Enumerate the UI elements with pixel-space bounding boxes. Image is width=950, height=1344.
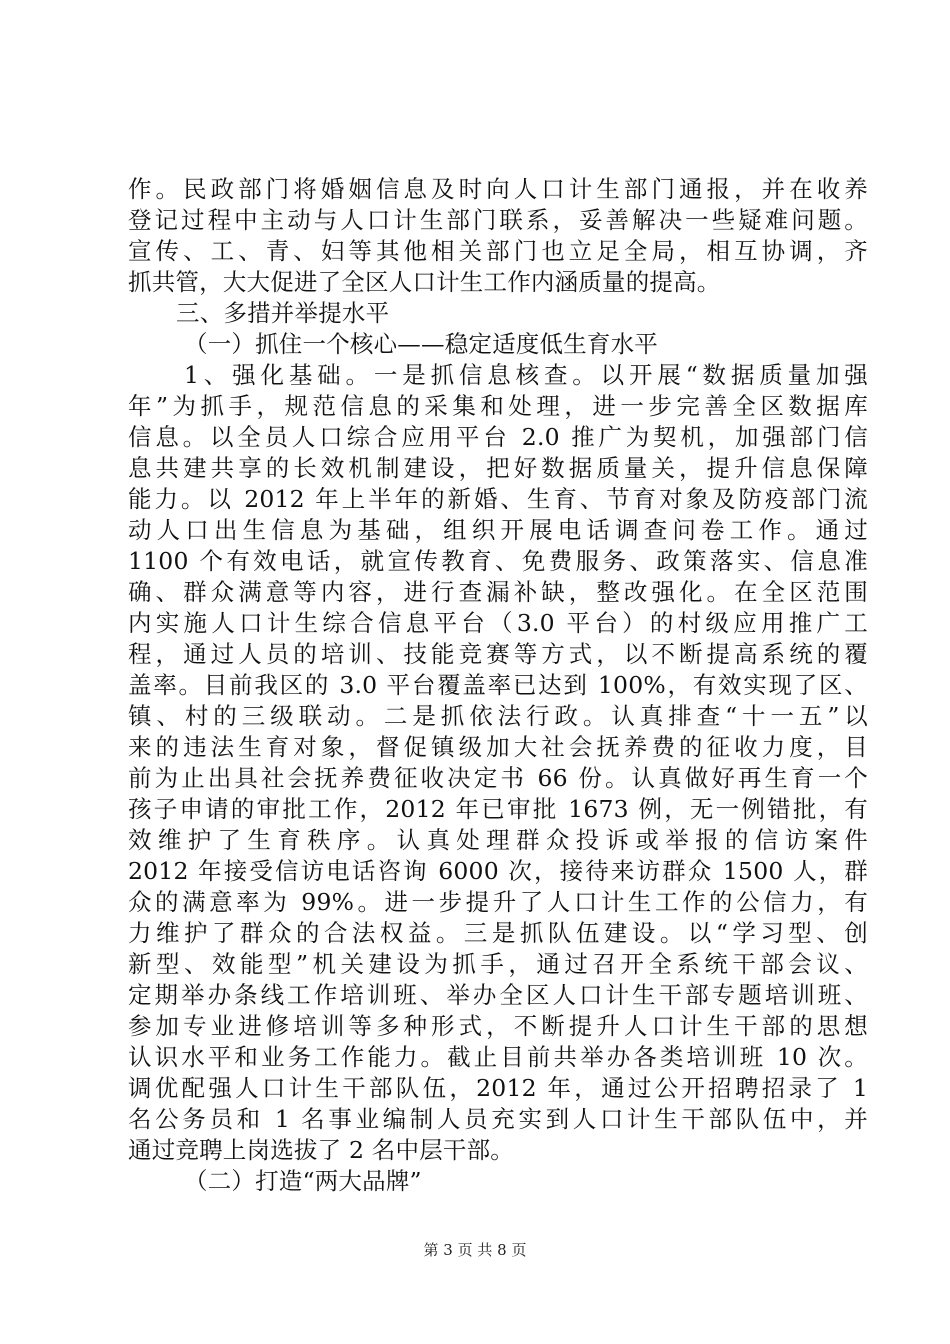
text-line: 登记过程中主动与人口计生部门联系，妥善解决一些疑难问题。 [128,206,868,234]
subsection-heading: （一）抓住一个核心——稳定适度低生育水平 [184,330,658,358]
text-line: 息共建共享的长效机制建设，把好数据质量关，提升信息保障 [128,454,868,482]
text-line: 参加专业进修培训等多种形式，不断提升人口计生干部的思想 [128,1012,868,1040]
page-number: 第 3 页 共 8 页 [423,1241,527,1259]
text-line: 宣传、工、青、妇等其他相关部门也立足全局，相互协调，齐 [128,237,868,265]
text-line: 前为止出具社会抚养费征收决定书 66 份。认真做好再生育一个 [128,764,868,792]
text-line: 认识水平和业务工作能力。截止目前共举办各类培训班 10 次。 [128,1043,868,1071]
text-line: 镇、村的三级联动。二是抓依法行政。认真排查“十一五”以 [128,702,868,730]
text-line: 力维护了群众的合法权益。三是抓队伍建设。以“学习型、创 [128,919,868,947]
text-line: 1、强化基础。一是抓信息核查。以开展“数据质量加强 [184,361,868,389]
text-line: 孩子申请的审批工作，2012 年已审批 1673 例，无一例错批，有 [128,795,868,823]
text-line: 来的违法生育对象，督促镇级加大社会抚养费的征收力度，目 [128,733,868,761]
subsection-heading: （二）打造“两大品牌” [184,1167,422,1195]
text-line: 效维护了生育秩序。认真处理群众投诉或举报的信访案件 [128,826,868,854]
text-line: 年”为抓手，规范信息的采集和处理，进一步完善全区数据库 [128,392,868,420]
text-line: 抓共管，大大促进了全区人口计生工作内涵质量的提高。 [128,268,721,296]
text-line: 确、群众满意等内容，进行查漏补缺，整改强化。在全区范围 [128,578,868,606]
text-line: 通过竞聘上岗选拔了 2 名中层干部。 [128,1136,514,1164]
text-line: 定期举办条线工作培训班、举办全区人口计生干部专题培训班、 [128,981,868,1009]
text-line: 调优配强人口计生干部队伍，2012 年，通过公开招聘招录了 1 [128,1074,868,1102]
text-line: 内实施人口计生综合信息平台（3.0 平台）的村级应用推广工 [128,609,868,637]
document-body [128,174,868,1197]
text-line: 动人口出生信息为基础，组织开展电话调查问卷工作。通过 [128,516,868,544]
text-line: 能力。以 2012 年上半年的新婚、生育、节育对象及防疫部门流 [128,485,868,513]
text-line: 1100 个有效电话，就宣传教育、免费服务、政策落实、信息准 [128,547,868,575]
text-line: 2012 年接受信访电话咨询 6000 次，接待来访群众 1500 人，群 [128,857,868,885]
text-line: 名公务员和 1 名事业编制人员充实到人口计生干部队伍中，并 [128,1105,868,1133]
text-line: 新型、效能型”机关建设为抓手，通过召开全系统干部会议、 [128,950,868,978]
text-line: 众的满意率为 99%。进一步提升了人口计生工作的公信力，有 [128,888,868,916]
text-line: 作。民政部门将婚姻信息及时向人口计生部门通报，并在收养 [128,175,868,203]
text-line: 信息。以全员人口综合应用平台 2.0 推广为契机，加强部门信 [128,423,868,451]
text-line: 盖率。目前我区的 3.0 平台覆盖率已达到 100%，有效实现了区、 [128,671,868,699]
section-heading: 三、多措并举提水平 [176,299,390,327]
text-line: 程，通过人员的培训、技能竞赛等方式，以不断提高系统的覆 [128,640,868,668]
